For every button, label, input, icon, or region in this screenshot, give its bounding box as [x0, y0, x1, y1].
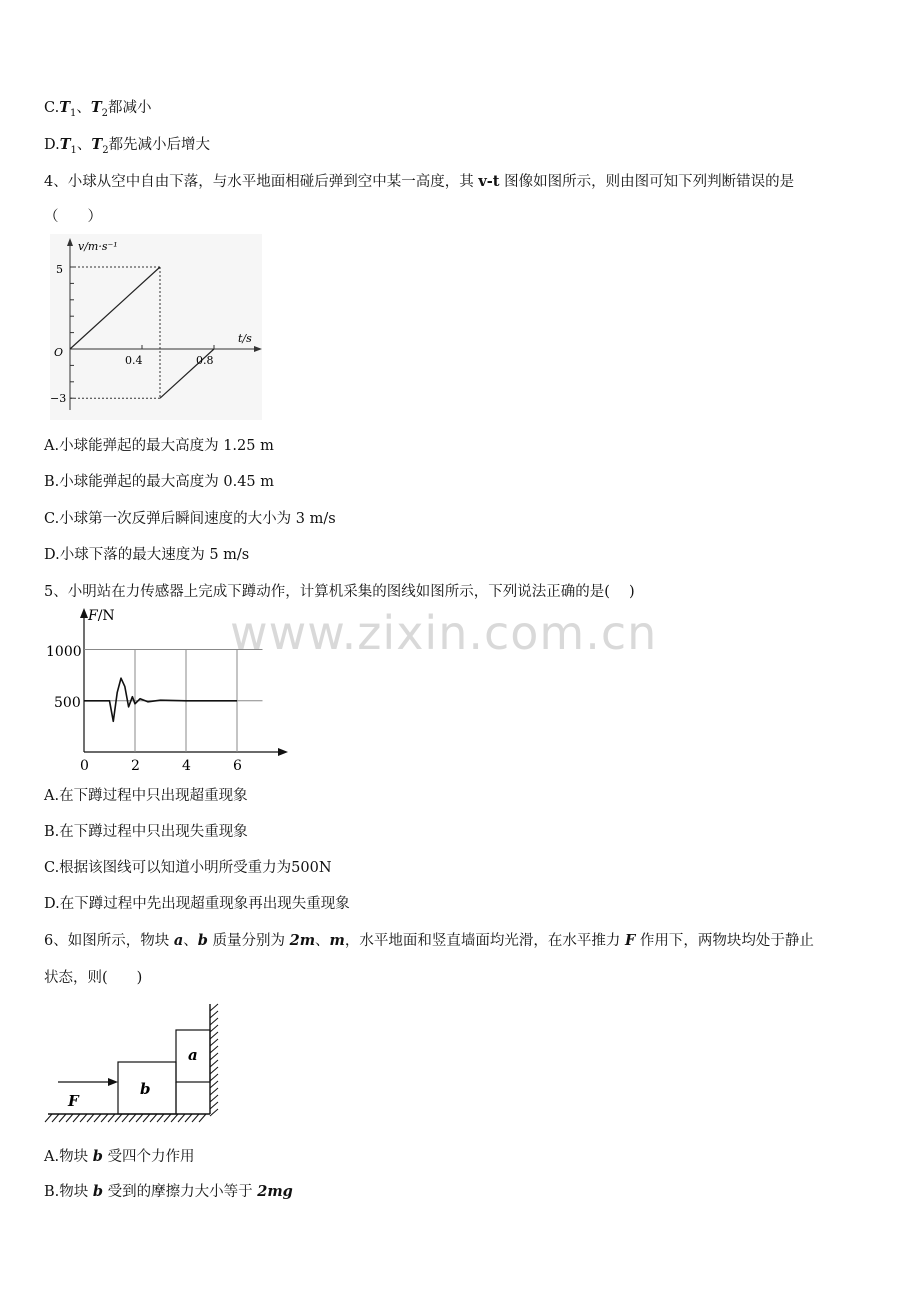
ground-hatch-mark: [45, 1114, 52, 1122]
q4-origin-label: O: [54, 346, 64, 359]
ground-hatch-mark: [157, 1114, 164, 1122]
ground-hatch-mark: [136, 1114, 143, 1122]
watermark-text: www.zixin.com.cn: [230, 606, 658, 660]
force-label: F: [68, 1092, 79, 1110]
wall-hatch-mark: [210, 1088, 218, 1095]
q5-stem: 5、小明站在力传感器上完成下蹲动作，计算机采集的图线如图所示，下列说法正确的是( ): [44, 584, 635, 600]
wall-hatch-mark: [210, 1102, 218, 1109]
q5-force-curve: [84, 678, 237, 721]
ground-hatch-mark: [185, 1114, 192, 1122]
ground-hatch-mark: [108, 1114, 115, 1122]
ground-hatch-mark: [129, 1114, 136, 1122]
ground-hatch-mark: [66, 1114, 73, 1122]
q5-option-b: B.在下蹲过程中只出现失重现象: [44, 824, 248, 840]
ground-hatch-mark: [150, 1114, 157, 1122]
wall-hatch-mark: [210, 1011, 218, 1018]
q5-x-tick-label-6: 6: [233, 758, 242, 774]
q5-y-tick-label-1000: 1000: [46, 644, 82, 660]
force-arrow-head: [108, 1078, 118, 1086]
ground-hatch-mark: [59, 1114, 66, 1122]
wall-hatch-mark: [210, 1018, 218, 1025]
ground-hatch-mark: [73, 1114, 80, 1122]
ground-hatch-mark: [122, 1114, 129, 1122]
q4-option-a: A.小球能弹起的最大高度为 1.25 m: [44, 438, 274, 454]
block-a-label: a: [188, 1046, 198, 1064]
q6-option-b: B.物块 b 受到的摩擦力大小等于 2mg: [44, 1183, 293, 1200]
q6-block-diagram: [44, 998, 244, 1124]
ground-hatch-mark: [80, 1114, 87, 1122]
q5-x-tick-label-2: 2: [131, 758, 140, 774]
q4-chart-background: [50, 234, 262, 420]
ground-hatch-mark: [52, 1114, 59, 1122]
ground-hatch-mark: [87, 1114, 94, 1122]
wall-hatch-mark: [210, 1074, 218, 1081]
wall-hatch-mark: [210, 1095, 218, 1102]
ground-hatch-mark: [101, 1114, 108, 1122]
q4-stem: 4、小球从空中自由下落，与水平地面相碰后弹到空中某一高度，其 v-t 图像如图所示，则由图可知下列判断错误的是: [44, 173, 795, 190]
q6-option-a: A.物块 b 受四个力作用: [44, 1148, 195, 1165]
wall-hatch-mark: [210, 1067, 218, 1074]
ground-hatch-mark: [94, 1114, 101, 1122]
q4-option-d: D.小球下落的最大速度为 5 m/s: [44, 547, 250, 563]
wall-hatch-mark: [210, 1060, 218, 1067]
q4-y-axis-label: v/m·s⁻¹: [78, 240, 118, 253]
q4-option-c: C.小球第一次反弹后瞬间速度的大小为 3 m/s: [44, 511, 336, 527]
wall-hatch-mark: [210, 1053, 218, 1060]
q5-x-tick-label-4: 4: [182, 758, 191, 774]
q5-y-axis-arrow: [80, 608, 88, 618]
q5-series: [84, 678, 237, 721]
q4-x-axis-label: t/s: [238, 332, 252, 345]
q5-y-axis-label: F/N: [88, 608, 115, 624]
q3-option-d: $D.T_1$、$T_2$都先减小后增大: [44, 136, 211, 156]
q3-option-c: $C.T_1$、$T_2$都减小: [44, 99, 152, 119]
wall-hatch-mark: [210, 1081, 218, 1088]
ground-hatch-mark: [178, 1114, 185, 1122]
q4-option-b: B.小球能弹起的最大高度为 0.45 m: [44, 474, 275, 490]
q5-x-axis-arrow: [278, 748, 288, 756]
wall-hatch-mark: [210, 1039, 218, 1046]
q5-y-tick-label-500: 500: [54, 695, 81, 711]
ground-hatch-mark: [171, 1114, 178, 1122]
q4-y-tick-label-5: 5: [56, 263, 63, 276]
wall-hatch-mark: [210, 1046, 218, 1053]
q4-stem-paren: （ ）: [44, 209, 102, 225]
q4-x-tick-label-0.8: 0.8: [196, 354, 214, 367]
q5-x-tick-label-0: 0: [80, 758, 89, 774]
q6-stem-line2: 状态，则( ): [44, 970, 143, 986]
q5-option-d: D.在下蹲过程中先出现超重现象再出现失重现象: [44, 896, 350, 912]
ground-hatch-mark: [192, 1114, 199, 1122]
q4-y-tick-label-neg3: −3: [50, 392, 67, 405]
wall-hatch-mark: [210, 1025, 218, 1032]
ground-hatch-mark: [115, 1114, 122, 1122]
wall-hatch-mark: [210, 1109, 218, 1116]
ground-hatch-mark: [143, 1114, 150, 1122]
block-b-label: b: [140, 1080, 151, 1098]
wall-hatch-mark: [210, 1004, 218, 1011]
wall-hatch-mark: [210, 1032, 218, 1039]
ground-hatch-mark: [199, 1114, 206, 1122]
q4-vt-chart: [44, 234, 268, 420]
ground-hatch-mark: [164, 1114, 171, 1122]
q5-option-c: C.根据该图线可以知道小明所受重力为500N: [44, 860, 332, 876]
q4-x-tick-label-0.4: 0.4: [125, 354, 143, 367]
ground-hatch: [45, 1114, 206, 1122]
q5-option-a: A.在下蹲过程中只出现超重现象: [44, 788, 248, 804]
q6-stem: 6、如图所示，物块 a、b 质量分别为 2m、m，水平地面和竖直墙面均光滑，在水平推力 F 作用下，两物块均处于静止: [44, 932, 814, 949]
wall-hatch: [210, 1004, 218, 1116]
